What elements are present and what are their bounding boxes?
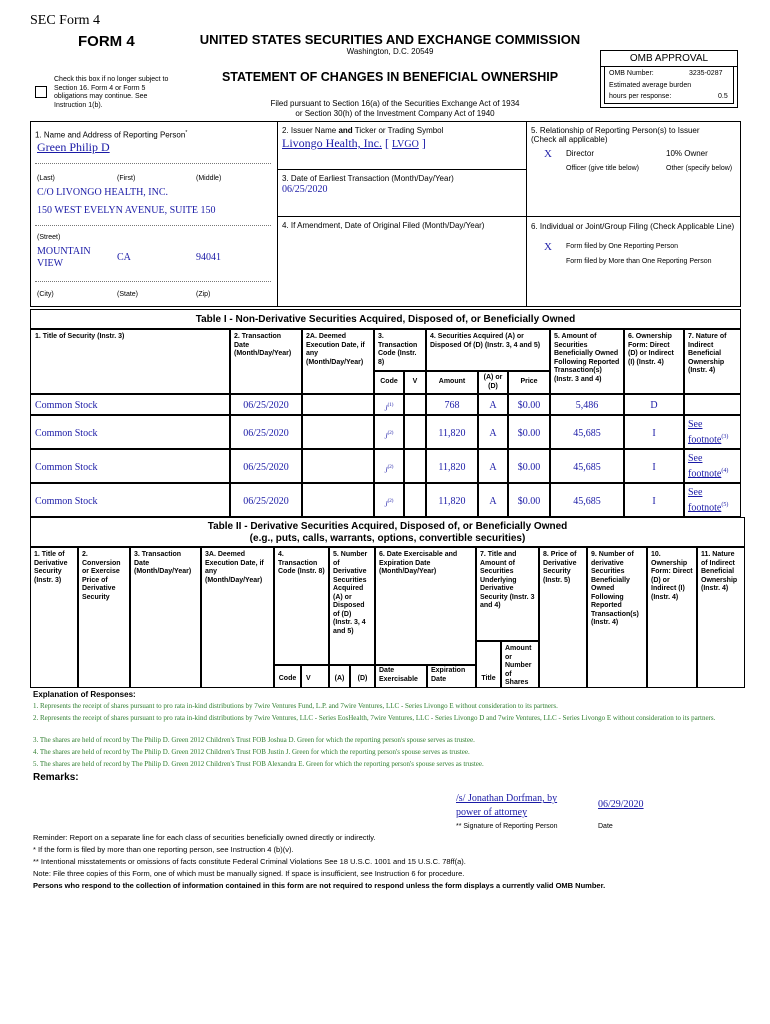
t1-row3-nature: See footnote$^{(4)}$ (684, 449, 741, 483)
explanation-title: Explanation of Responses: (33, 690, 136, 699)
t2-h6: 6. Date Exercisable and Expiration Date (Month/Day/Year) (375, 547, 476, 665)
t1-row3-ad: A (478, 449, 508, 483)
t1-h5: 5. Amount of Securities Beneficially Owned Following Reported Transaction(s) (Instr. 3 and 4) (550, 329, 624, 394)
t1-row2-title: Common Stock (30, 415, 230, 449)
last-label: (Last) (37, 175, 55, 182)
t1-sub-amount: Amount (426, 371, 478, 394)
t1-row3-price: $0.00 (508, 449, 550, 483)
t2-sub-title: Title (476, 641, 501, 688)
form-title: FORM 4 (78, 33, 135, 50)
reporting-person-name: Green Philip D (37, 140, 110, 154)
t2-sub-v: V (301, 665, 329, 688)
t1-sub-v: V (404, 371, 426, 394)
t2-h3a: 3A. Deemed Execution Date, if any (Month/Day/Year) (201, 547, 274, 688)
t2-sub-d: (D) (350, 665, 375, 688)
ten-percent-owner-label: 10% Owner (666, 149, 708, 158)
box5-label: 5. Relationship of Reporting Person(s) to Issuer (Check all applicable) (531, 126, 700, 144)
t1-row4-amount: 11,820 (426, 483, 478, 517)
t1-row1-owned: 5,486 (550, 394, 624, 415)
t2-h8: 8. Price of Derivative Security (Instr. 5) (539, 547, 587, 688)
t2-h2: 2. Conversion or Exercise Price of Derivative Security (78, 547, 130, 688)
t2-h4: 4. Transaction Code (Instr. 8) (274, 547, 329, 665)
footer-instruction-4: * If the form is filed by more than one reporting person, see Instruction 4 (b)(v). (33, 845, 294, 854)
t1-row1-price: $0.00 (508, 394, 550, 415)
zip-value: 94041 (196, 252, 221, 263)
t2-h10: 10. Ownership Form: Direct (D) or Indirect (I) (Instr. 4) (647, 547, 697, 688)
omb-hours-value: 0.5 (718, 93, 728, 100)
state-value: CA (117, 252, 131, 263)
filed-pursuant-line-2: or Section 30(h) of the Investment Company Act of 1940 (295, 109, 495, 118)
t2-sub-date-exercisable: Date Exercisable (375, 665, 427, 688)
officer-label: Officer (give title below) (566, 165, 640, 172)
remarks-label: Remarks: (33, 772, 79, 783)
t1-row1-deemed (302, 394, 374, 415)
t2-h9: 9. Number of derivative Securities Beneficially Owned Following Reported Transaction(s) (Instr. 4) (587, 547, 647, 688)
omb-burden-label: Estimated average burden (609, 82, 692, 89)
earliest-transaction-date: 06/25/2020 (282, 184, 328, 195)
director-label: Director (566, 149, 595, 158)
t2-h1: 1. Title of Derivative Security (Instr. 3) (30, 547, 78, 688)
t1-row4-price: $0.00 (508, 483, 550, 517)
t1-row2-amount: 11,820 (426, 415, 478, 449)
no-longer-subject-checkbox[interactable] (35, 86, 47, 98)
box4-label: 4. If Amendment, Date of Original Filed (Month/Day/Year) (282, 221, 485, 230)
footer-omb-notice: Persons who respond to the collection of information contained in this form are not required to respond unless the form displays a currently valid OMB Number. (33, 881, 606, 890)
t1-row2-v (404, 415, 426, 449)
explanation-note-3: 3. The shares are held of record by The Philip D. Green 2012 Children's Trust FOB Joshua D. Green for which the reporting person's spouse serves as trustee. (33, 736, 475, 744)
t1-row4-ad: A (478, 483, 508, 517)
table2-title: Table II - Derivative Securities Acquired, Disposed of, or Beneficially Owned (e.g., puts, calls, warrants, options, convertible securities) (30, 517, 745, 547)
address-line-1: C/O LIVONGO HEALTH, INC. (37, 187, 169, 198)
t1-sub-price: Price (508, 371, 550, 394)
street-label: (Street) (37, 234, 61, 241)
table1-title: Table I - Non-Derivative Securities Acquired, Disposed of, or Beneficially Owned (30, 309, 741, 329)
t1-row1-nature (684, 394, 741, 415)
explanation-note-1: 1. Represents the receipt of shares pursuant to pro rata in-kind distributions by 7wire Ventures Fund, L.P. and 7wire Ventures, LLC - Series Livongo E without consideration to its partners. (33, 702, 558, 710)
t1-row3-v (404, 449, 426, 483)
t1-row2-deemed (302, 415, 374, 449)
box2-label: 2. Issuer Name and Ticker or Trading Symbol (282, 126, 444, 135)
t2-sub-a: (A) (329, 665, 350, 688)
t1-row4-owned: 45,685 (550, 483, 624, 517)
footer-note: Note: File three copies of this Form, one of which must be manually signed. If space is insufficient, see Instruction 6 for procedure. (33, 869, 465, 878)
t1-h7: 7. Nature of Indirect Beneficial Ownership (Instr. 4) (684, 329, 741, 394)
more-persons-label: Form filed by More than One Reporting Person (566, 258, 712, 265)
t1-row2-price: $0.00 (508, 415, 550, 449)
commission-title: UNITED STATES SECURITIES AND EXCHANGE COMMISSION (199, 32, 581, 47)
box3-label: 3. Date of Earliest Transaction (Month/Day/Year) (282, 174, 454, 183)
t1-sub-code: Code (374, 371, 404, 394)
t1-row1-ad: A (478, 394, 508, 415)
commission-city: Washington, D.C. 20549 (346, 47, 434, 56)
t2-sub-expiration: Expiration Date (427, 665, 476, 688)
t1-row1-title: Common Stock (30, 394, 230, 415)
one-person-label: Form filed by One Reporting Person (566, 243, 679, 250)
t1-row3-deemed (302, 449, 374, 483)
t1-row1-code: $J^{(1)}$ (374, 394, 404, 415)
t1-row4-code: $J^{(2)}$ (374, 483, 404, 517)
footer-criminal: ** Intentional misstatements or omissions of facts constitute Federal Criminal Violations See 18 U.S.C. 1001 and 15 U.S.C. 78ff(a). (33, 857, 466, 866)
omb-number-value: 3235-0287 (689, 70, 723, 77)
t1-row3-date: 06/25/2020 (230, 449, 302, 483)
signature-date: 06/29/2020 (598, 799, 644, 810)
omb-hours-label: hours per response: (609, 93, 672, 100)
date-label: Date (598, 823, 613, 830)
t1-row3-owned: 45,685 (550, 449, 624, 483)
t1-row2-form: I (624, 415, 684, 449)
t1-row3-code: $J^{(2)}$ (374, 449, 404, 483)
other-label: Other (specify below) (666, 165, 733, 172)
t1-row2-ad: A (478, 415, 508, 449)
city-value: MOUNTAIN VIEW (37, 246, 91, 269)
box1-label: 1. Name and Address of Reporting Person* (35, 130, 188, 140)
t1-h1: 1. Title of Security (Instr. 3) (30, 329, 230, 394)
t1-h6: 6. Ownership Form: Direct (D) or Indirect (I) (Instr. 4) (624, 329, 684, 394)
t1-h2a: 2A. Deemed Execution Date, if any (Month/Day/Year) (302, 329, 374, 394)
director-x[interactable]: X (544, 148, 552, 160)
one-person-x[interactable]: X (544, 241, 552, 253)
t2-h7: 7. Title and Amount of Securities Underlying Derivative Security (Instr. 3 and 4) (476, 547, 539, 641)
omb-title: OMB APPROVAL (601, 51, 737, 67)
t2-sub-code: Code (274, 665, 301, 688)
first-label: (First) (117, 175, 136, 182)
t2-h3: 3. Transaction Date (Month/Day/Year) (130, 547, 201, 688)
middle-label: (Middle) (196, 175, 222, 182)
t1-row1-v (404, 394, 426, 415)
signature-label: ** Signature of Reporting Person (456, 823, 558, 830)
signature-value: /s/ Jonathan Dorfman, by power of attorney (456, 793, 558, 818)
explanation-note-5: 5. The shares are held of record by The Philip D. Green 2012 Children's Trust FOB Alexandra E. Green for which the reporting person's spouse serves as trustee. (33, 760, 484, 768)
footer-reminder: Reminder: Report on a separate line for each class of securities beneficially owned directly or indirectly. (33, 833, 376, 842)
explanation-note-2: 2. Represents the receipt of shares pursuant to pro rata in-kind distributions by 7wire Ventures, LLC - Series EosHealth, 7wire Ventures, LLC - Series Livongo D and 7wire Ventures, LLC - Series Livongo E without consideration to its partners. (33, 714, 716, 722)
t1-row3-amount: 11,820 (426, 449, 478, 483)
t1-h2: 2. Transaction Date (Month/Day/Year) (230, 329, 302, 394)
t2-sub-amount: Amount or Number of Shares (501, 641, 539, 688)
city-label: (City) (37, 291, 54, 298)
t1-row2-code: $J^{(2)}$ (374, 415, 404, 449)
t1-row2-owned: 45,685 (550, 415, 624, 449)
checkbox-instructions: Check this box if no longer subject to Section 16. Form 4 or Form 5 obligations may continue. See Instruction 1(b). (54, 76, 169, 109)
t2-h5: 5. Number of Derivative Securities Acquired (A) or Disposed of (D) (Instr. 3, 4 and 5) (329, 547, 375, 665)
omb-number-label: OMB Number: (609, 70, 654, 77)
t1-row4-v (404, 483, 426, 517)
t1-sub-ad: (A) or (D) (478, 371, 508, 394)
t1-h4: 4. Securities Acquired (A) or Disposed Of (D) (Instr. 3, 4 and 5) (426, 329, 550, 371)
zip-label: (Zip) (196, 291, 211, 298)
t1-h3: 3. Transaction Code (Instr. 8) (374, 329, 426, 371)
t1-row3-title: Common Stock (30, 449, 230, 483)
sec-form-label: SEC Form 4 (30, 13, 101, 28)
t1-row4-title: Common Stock (30, 483, 230, 517)
issuer-name: Livongo Health, Inc. [ LVGO ] (282, 136, 426, 150)
t1-row4-date: 06/25/2020 (230, 483, 302, 517)
t1-row1-amount: 768 (426, 394, 478, 415)
t1-row4-form: I (624, 483, 684, 517)
filed-pursuant-line-1: Filed pursuant to Section 16(a) of the Securities Exchange Act of 1934 (270, 99, 520, 108)
t1-row3-form: I (624, 449, 684, 483)
t1-row1-date: 06/25/2020 (230, 394, 302, 415)
address-line-2: 150 WEST EVELYN AVENUE, SUITE 150 (37, 205, 216, 216)
state-label: (State) (117, 291, 139, 298)
t2-h11: 11. Nature of Indirect Beneficial Ownership (Instr. 4) (697, 547, 745, 688)
t1-row4-deemed (302, 483, 374, 517)
t1-row4-nature: See footnote$^{(5)}$ (684, 483, 741, 517)
box6-label: 6. Individual or Joint/Group Filing (Check Applicable Line) (531, 222, 735, 231)
statement-title: STATEMENT OF CHANGES IN BENEFICIAL OWNERSHIP (221, 70, 559, 84)
t1-row2-nature: See footnote$^{(3)}$ (684, 415, 741, 449)
t1-row2-date: 06/25/2020 (230, 415, 302, 449)
t1-row1-form: D (624, 394, 684, 415)
explanation-note-4: 4. The shares are held of record by The Philip D. Green 2012 Children's Trust FOB Justin J. Green for which the reporting person's spouse serves as trustee. (33, 748, 470, 756)
